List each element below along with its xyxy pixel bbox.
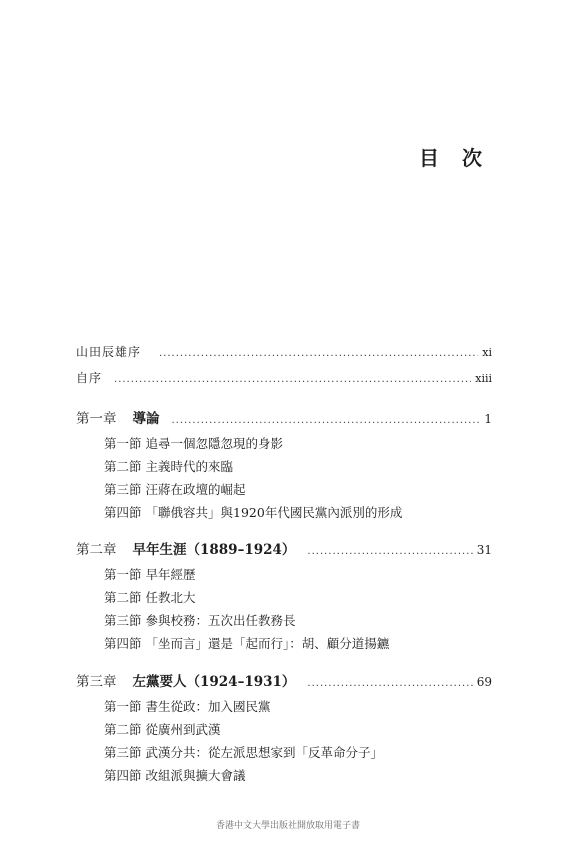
section-title: 汪蔣在政壇的崛起 [145, 482, 246, 497]
toc-chapter-3[interactable] [76, 670, 492, 690]
toc-page-number: 69 [476, 675, 492, 689]
toc-page-number: 1 [484, 412, 492, 426]
chapter-title: 導論 [132, 411, 160, 427]
toc-page-number: 31 [476, 543, 492, 557]
toc-section[interactable] [104, 457, 233, 475]
chapter-label: 第二章 [76, 542, 117, 558]
section-title: 追尋一個忽隱忽現的身影 [145, 436, 284, 451]
section-title: 書生從政：加入國民黨 [145, 699, 271, 714]
section-label: 第四節 [104, 636, 142, 651]
section-title: 從廣州到武漢 [145, 722, 221, 737]
toc-section[interactable] [104, 588, 196, 606]
page-title: 目 次 [419, 146, 490, 170]
section-title: 「坐而言」還是「起而行」：胡、顧分道揚鑣 [145, 636, 390, 651]
section-title: 武漢分共：從左派思想家到「反革命分子」 [145, 745, 384, 760]
chapter-title: 早年生涯（1889–1924） [132, 542, 296, 558]
leader-dots [172, 415, 481, 426]
toc-section[interactable] [104, 503, 402, 521]
leader-dots [114, 374, 471, 385]
section-label: 第二節 [104, 459, 142, 474]
toc-chapter-1[interactable] [76, 407, 492, 427]
section-title: 參與校務：五次出任教務長 [145, 613, 296, 628]
section-label: 第三節 [104, 613, 142, 628]
section-label: 第三節 [104, 482, 142, 497]
section-label: 第一節 [104, 567, 142, 582]
section-label: 第四節 [104, 768, 142, 783]
toc-entry-title: 自序 [76, 371, 103, 385]
section-label: 第一節 [104, 699, 142, 714]
chapter-label: 第三章 [76, 674, 117, 690]
toc-section[interactable] [104, 565, 196, 583]
toc-section[interactable] [104, 611, 296, 629]
chapter-title: 左黨要人（1924–1931） [132, 674, 296, 690]
toc-entry-foreword[interactable] [76, 343, 492, 363]
toc-section[interactable] [104, 480, 246, 498]
section-title: 早年經歷 [145, 567, 196, 582]
toc-section[interactable] [104, 743, 383, 761]
leader-dots [159, 348, 478, 359]
toc-chapter-2[interactable] [76, 538, 492, 558]
section-label: 第一節 [104, 436, 142, 451]
section-label: 第四節 [104, 505, 142, 520]
toc-section[interactable] [104, 720, 221, 738]
section-title: 主義時代的來臨 [145, 459, 234, 474]
publisher-footer: 香港中文大學出版社開放取用電子書 [215, 821, 360, 831]
leader-dots [307, 678, 472, 689]
toc-page-number: xi [482, 346, 492, 359]
section-title: 「聯俄容共」與1920年代國民黨內派別的形成 [145, 505, 403, 520]
section-label: 第二節 [104, 590, 142, 605]
toc-page-number: xiii [475, 372, 492, 385]
toc-section[interactable] [104, 634, 389, 652]
toc-section[interactable] [104, 766, 246, 784]
chapter-label: 第一章 [76, 411, 117, 427]
toc-section[interactable] [104, 697, 271, 715]
section-label: 第三節 [104, 745, 142, 760]
toc-section[interactable] [104, 434, 283, 452]
toc-entry-title: 山田辰雄序 [76, 345, 142, 359]
section-title: 改組派與擴大會議 [145, 768, 246, 783]
leader-dots [307, 546, 472, 557]
toc-entry-preface[interactable] [76, 369, 492, 389]
section-title: 任教北大 [145, 590, 196, 605]
section-label: 第二節 [104, 722, 142, 737]
